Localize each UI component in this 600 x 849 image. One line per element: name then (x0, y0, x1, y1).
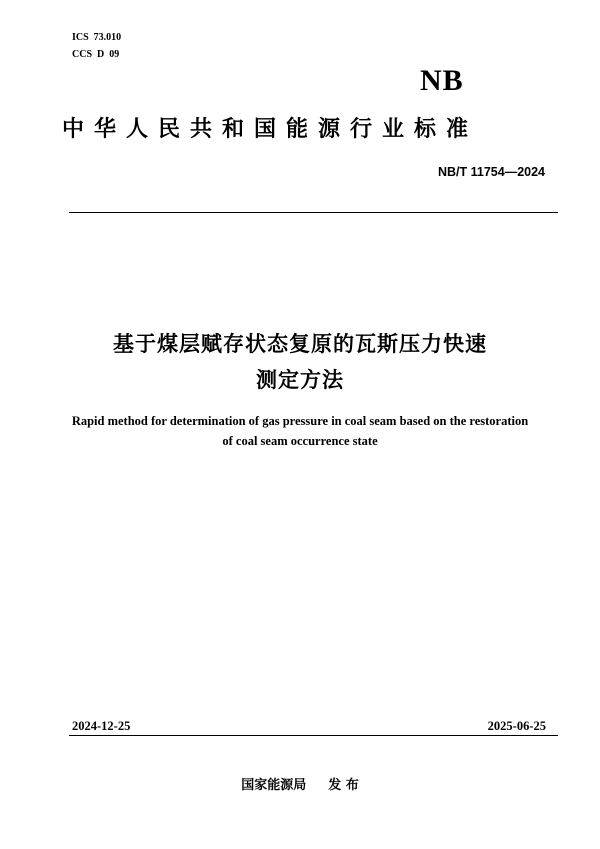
ccs-code: CCS D 09 (72, 49, 120, 60)
title-chinese-line-1: 基于煤层赋存状态复原的瓦斯压力快速 (113, 332, 487, 356)
standard-category: 中华人民共和国能源行业标准 (62, 117, 479, 142)
ics-code: ICS 73.010 (72, 32, 122, 43)
effective-date: 2025-06-25 (487, 719, 546, 733)
standard-mark: NB (420, 64, 464, 97)
header-divider (69, 212, 558, 213)
standard-number: NB/T 11754—2024 (437, 165, 545, 179)
title-english-line-1: Rapid method for determination of gas pressure in coal seam based on the restoration (71, 414, 529, 428)
publisher-name: 国家能源局 (241, 778, 307, 793)
release-label: 发 布 (328, 778, 359, 793)
title-chinese-line-2: 测定方法 (256, 368, 344, 392)
issue-date: 2024-12-25 (72, 719, 131, 733)
footer-divider (69, 735, 558, 736)
publisher-block (0, 777, 600, 795)
title-english-line-2: of coal seam occurrence state (222, 434, 378, 448)
